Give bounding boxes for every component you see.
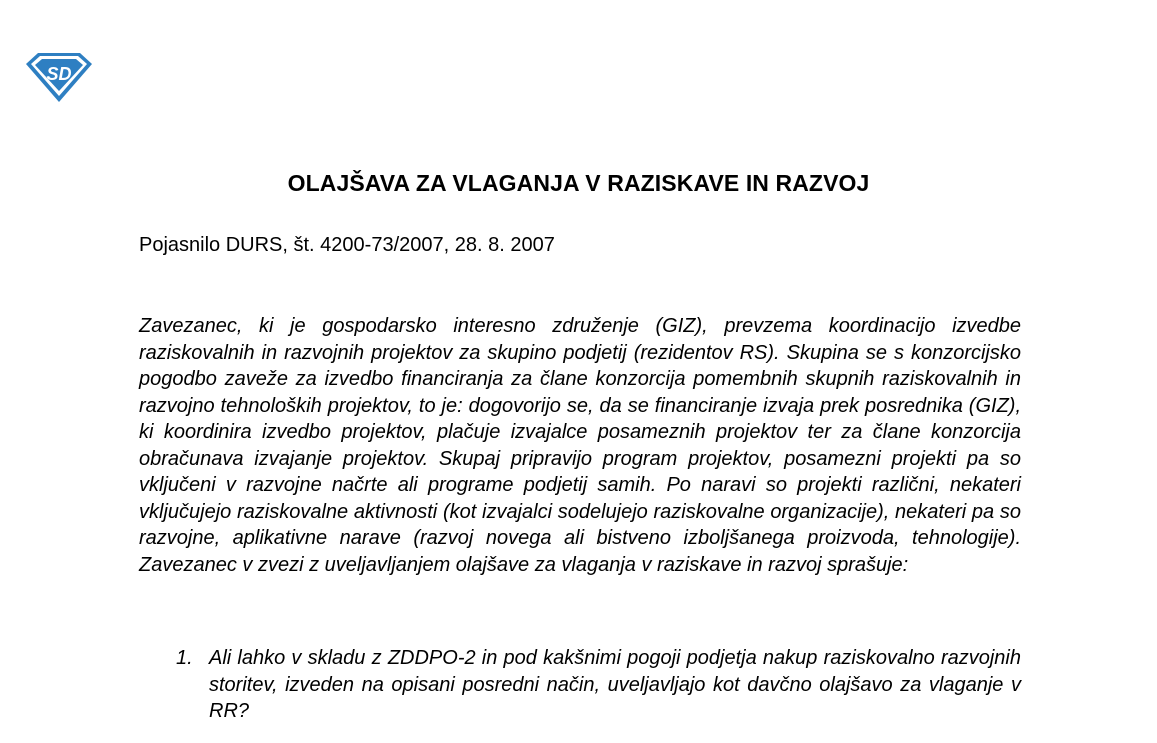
question-item [139, 645, 1021, 725]
question-text: Ali lahko v skladu z ZDDPO-2 in pod kakšnimi pogoji podjetja nakup raziskovalno razvojnih storitev, izveden na opisani posredni način, uveljavljajo kot davčno olajšavo za vlaganje v RR? [209, 647, 1021, 722]
logo-text: SD [46, 64, 72, 84]
sd-shield-logo-icon [22, 50, 96, 104]
question-list [139, 645, 1021, 725]
document-title: OLAJŠAVA ZA VLAGANJA V RAZISKAVE IN RAZVOJ [287, 170, 870, 196]
company-logo [22, 50, 96, 104]
question-number: 1. [176, 647, 193, 669]
question-body: Zavezanec, ki je gospodarsko interesno združenje (GIZ), prevzema koordinacijo izvedbe raziskovalnih in razvojnih projektov za skupino podjetij (rezidentov RS). Skupina se s konzorcijsko pogodbo zaveže za izvedbo financiranja za člane konzorcija pomembnih skupnih raziskovalnih in razvojno tehnoloških projektov, to je: dogovorijo se, da se financiranje izvaja prek posrednika (GIZ), ki koordinira izvedbo projektov, plačuje izvajalce posameznih projektov ter za člane konzorcija obračunava izvajanje projektov. Skupaj pripravijo program projektov, posamezni projekti pa so vključeni v razvojne načrte ali programe podjetij samih. Po naravi so projekti različni, nekateri vključujejo raziskovalne aktivnosti (kot izvajalci sodelujejo raziskovalne organizacije), nekateri pa so razvojne, aplikativne narave (razvoj novega ali bistveno izboljšanega proizvoda, tehnologije). Zavezanec v zvezi z uveljavljanjem olajšave za vlaganja v raziskave in razvoj sprašuje: [139, 315, 1021, 576]
document-subtitle: Pojasnilo DURS, št. 4200-73/2007, 28. 8. 2007 [139, 234, 555, 256]
